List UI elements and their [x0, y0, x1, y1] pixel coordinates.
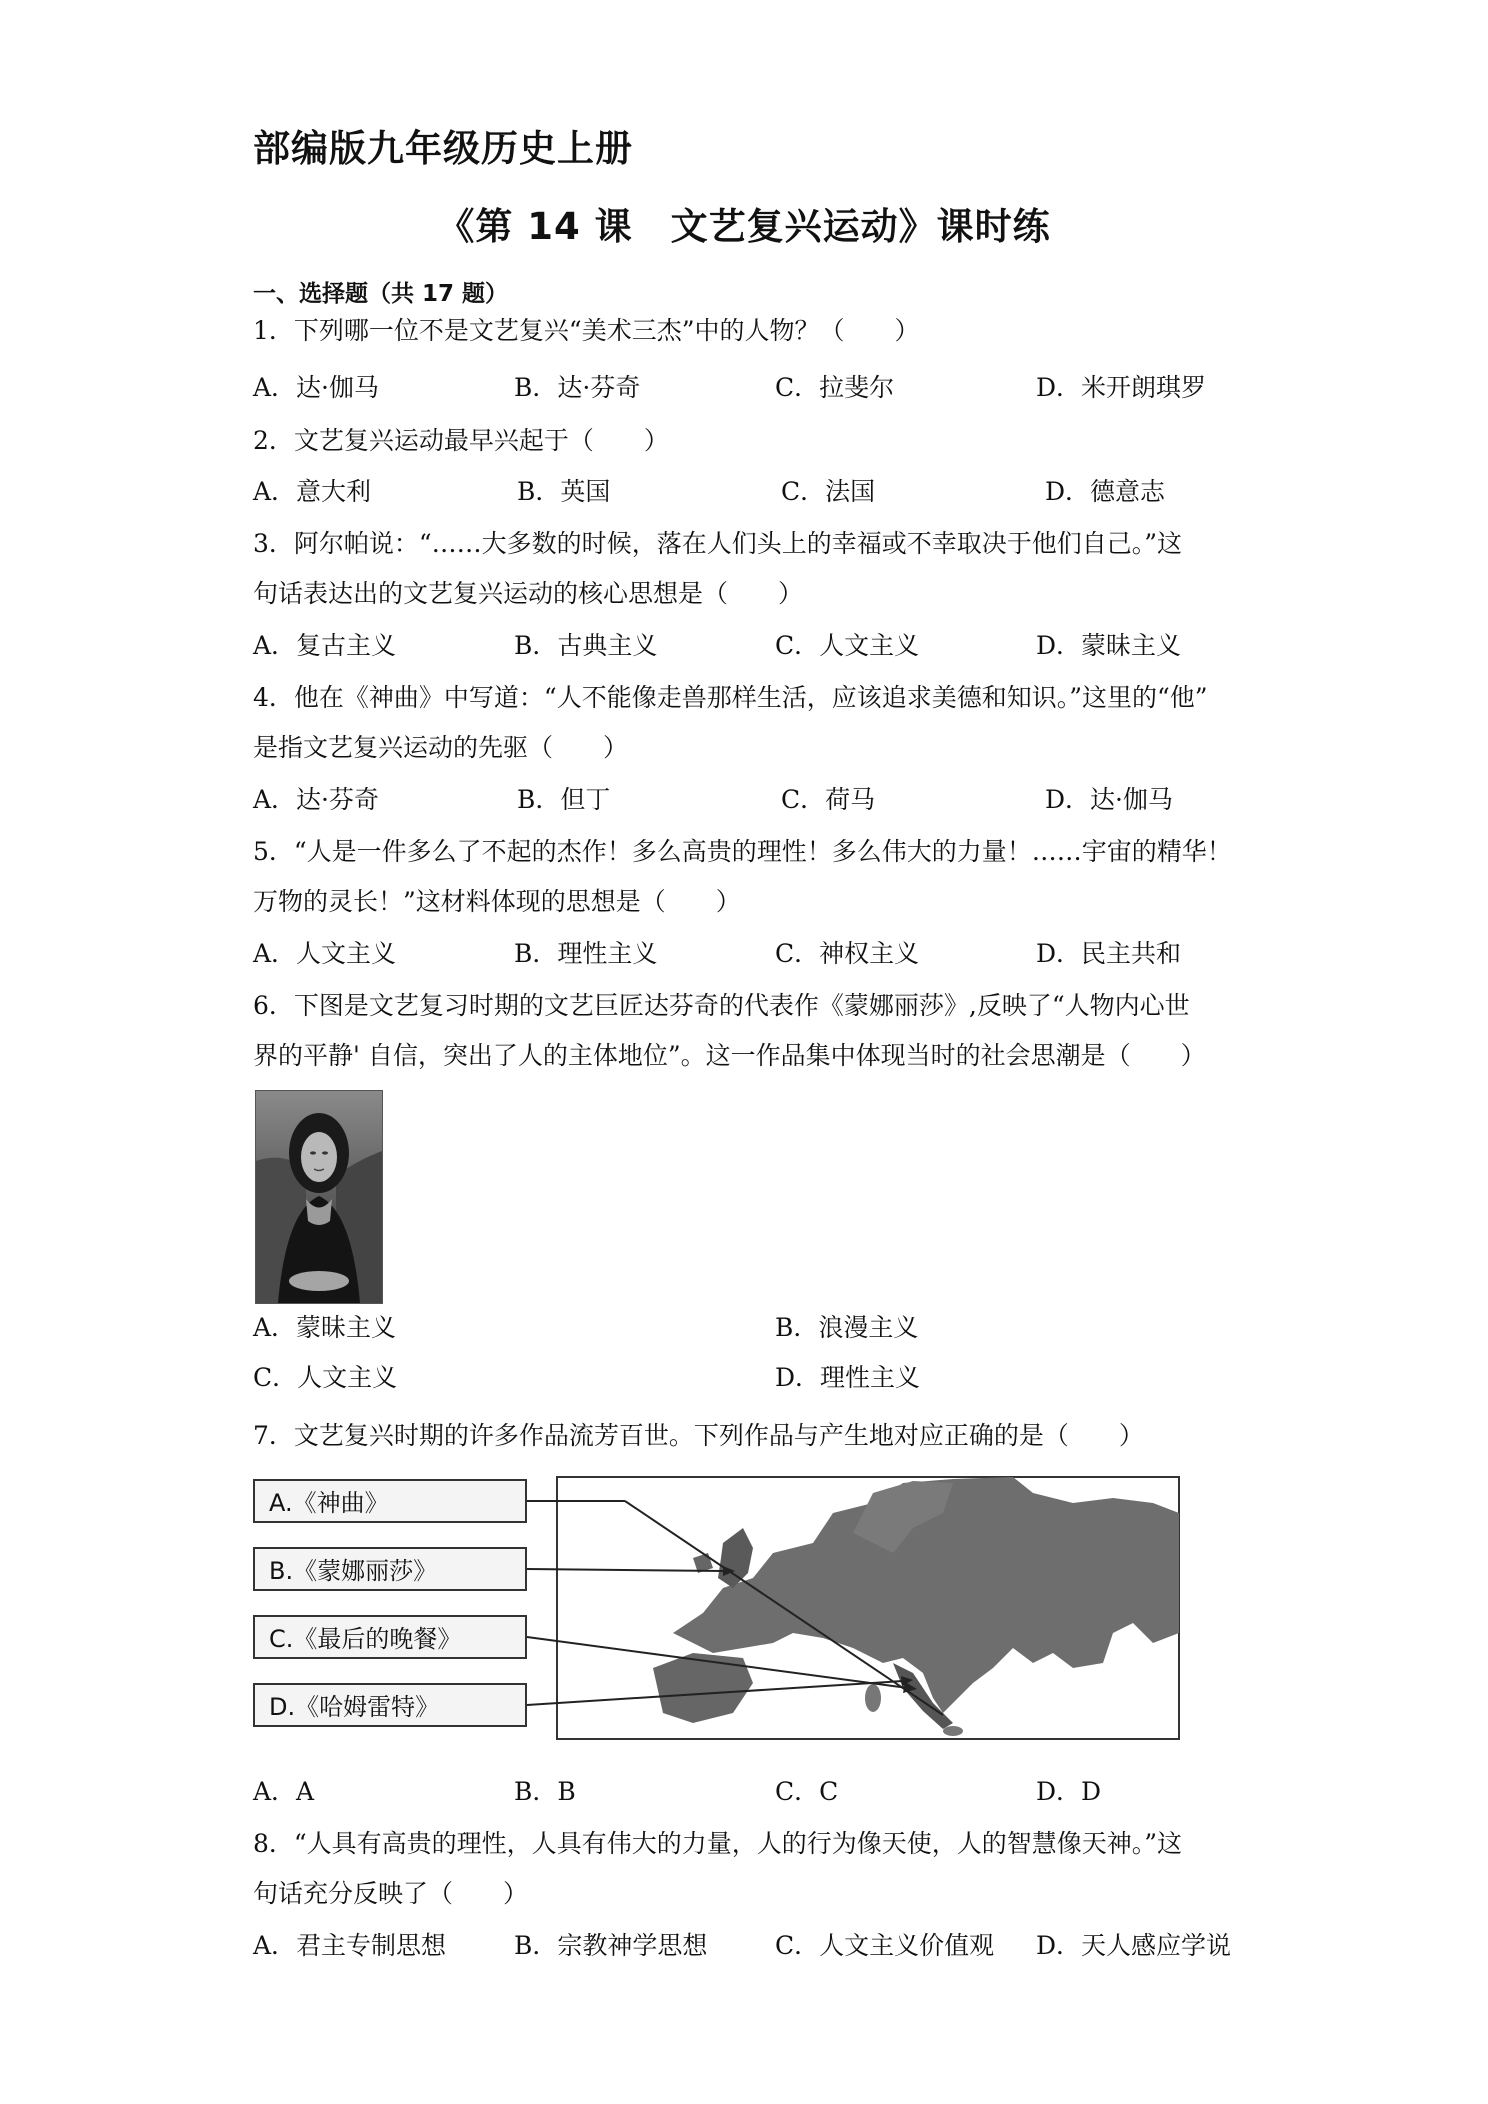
mona-lisa-image — [255, 1090, 383, 1304]
q8-option-a: A．君主专制思想 — [253, 1931, 447, 1960]
map-label-d: D.《哈姆雷特》 — [253, 1683, 527, 1727]
q1-option-a: A．达·伽马 — [253, 373, 380, 402]
q4-option-c: C．荷马 — [781, 785, 876, 814]
q7-option-c: C．C — [775, 1777, 839, 1806]
section-heading: 一、选择题（共 17 题） — [253, 281, 509, 307]
q4-option-a: A．达·芬奇 — [253, 785, 380, 814]
question-1-text: 1．下列哪一位不是文艺复兴“美术三杰”中的人物？（ ） — [253, 316, 920, 345]
q5-option-c: C．神权主义 — [775, 939, 920, 968]
map-label-a: A.《神曲》 — [253, 1479, 527, 1523]
q8-option-d: D．天人感应学说 — [1036, 1931, 1232, 1960]
q7-option-b: B．B — [514, 1777, 576, 1806]
question-6-text-1: 6．下图是文艺复习时期的文艺巨匠达芬奇的代表作《蒙娜丽莎》,反映了“人物内心世 — [253, 991, 1190, 1020]
mona-lisa-illustration — [256, 1091, 382, 1303]
q7-option-d: D．D — [1036, 1777, 1102, 1806]
q2-option-a: A．意大利 — [253, 477, 372, 506]
question-8-text-2: 句话充分反映了（ ） — [253, 1879, 529, 1908]
question-7-text: 7．文艺复兴时期的许多作品流芳百世。下列作品与产生地对应正确的是（ ） — [253, 1421, 1144, 1450]
q6-option-b: B．浪漫主义 — [775, 1313, 919, 1342]
question-2-text: 2．文艺复兴运动最早兴起于（ ） — [253, 426, 669, 455]
question-3-text-2: 句话表达出的文艺复兴运动的核心思想是（ ） — [253, 579, 804, 608]
q3-option-c: C．人文主义 — [775, 631, 920, 660]
question-4-text-1: 4．他在《神曲》中写道：“人不能像走兽那样生活，应该追求美德和知识。”这里的“他” — [253, 683, 1208, 712]
q1-option-d: D．米开朗琪罗 — [1036, 373, 1207, 402]
q5-option-b: B．理性主义 — [514, 939, 658, 968]
europe-map — [253, 1473, 1185, 1743]
q2-option-c: C．法国 — [781, 477, 876, 506]
europe-map-figure — [253, 1473, 1185, 1743]
q1-option-c: C．拉斐尔 — [775, 373, 895, 402]
q4-option-d: D．达·伽马 — [1045, 785, 1173, 814]
q2-option-d: D．德意志 — [1045, 477, 1166, 506]
question-5-text-2: 万物的灵长！”这材料体现的思想是（ ） — [253, 887, 741, 916]
map-label-c: C.《最后的晚餐》 — [253, 1615, 527, 1659]
q4-option-b: B．但丁 — [517, 785, 611, 814]
map-label-b: B.《蒙娜丽莎》 — [253, 1547, 527, 1591]
q1-option-b: B．达·芬奇 — [514, 373, 641, 402]
q6-option-c: C．人文主义 — [253, 1363, 398, 1392]
q8-option-b: B．宗教神学思想 — [514, 1931, 708, 1960]
q7-option-a: A．A — [253, 1777, 315, 1806]
question-8-text-1: 8．“人具有高贵的理性，人具有伟大的力量，人的行为像天使，人的智慧像天神。”这 — [253, 1829, 1182, 1858]
q5-option-d: D．民主共和 — [1036, 939, 1182, 968]
question-4-text-2: 是指文艺复兴运动的先驱（ ） — [253, 733, 629, 762]
q6-option-a: A．蒙昧主义 — [253, 1313, 397, 1342]
question-5-text-1: 5．“人是一件多么了不起的杰作！多么高贵的理性！多么伟大的力量！……宇宙的精华！ — [253, 837, 1232, 866]
document-header: 部编版九年级历史上册 — [253, 127, 633, 170]
q3-option-b: B．古典主义 — [514, 631, 658, 660]
lesson-title: 《第 14 课 文艺复兴运动》课时练 — [437, 205, 1051, 248]
q8-option-c: C．人文主义价值观 — [775, 1931, 995, 1960]
q3-option-d: D．蒙昧主义 — [1036, 631, 1182, 660]
q6-option-d: D．理性主义 — [775, 1363, 921, 1392]
question-6-text-2: 界的平静' 自信，突出了人的主体地位”。这一作品集中体现当时的社会思潮是（ ） — [253, 1041, 1206, 1070]
q2-option-b: B．英国 — [517, 477, 611, 506]
q3-option-a: A．复古主义 — [253, 631, 397, 660]
question-3-text-1: 3．阿尔帕说：“……大多数的时候，落在人们头上的幸福或不幸取决于他们自己。”这 — [253, 529, 1182, 558]
q5-option-a: A．人文主义 — [253, 939, 397, 968]
